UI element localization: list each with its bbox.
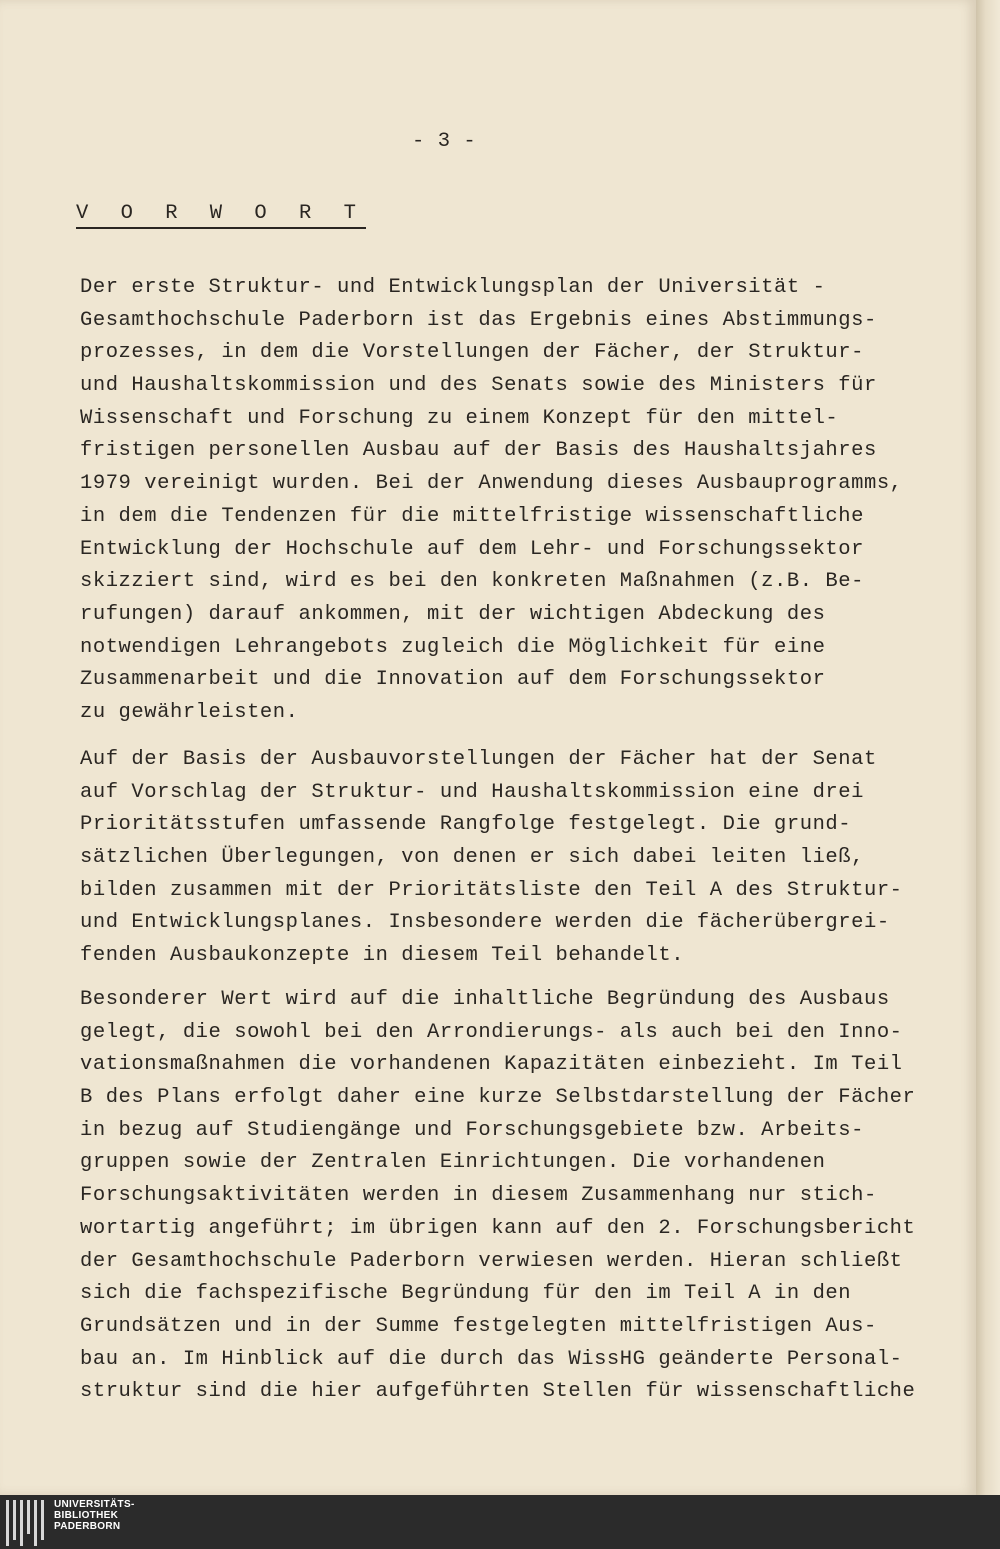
text-line: 1979 vereinigt wurden. Bei der Anwendung dieses Ausbauprogramms,	[80, 472, 903, 496]
text-line: B des Plans erfolgt daher eine kurze Selbstdarstellung der Fächer	[80, 1086, 916, 1110]
text-line: Gesamthochschule Paderborn ist das Ergebnis eines Abstimmungs-	[80, 308, 877, 332]
text-line: rufungen) darauf ankommen, mit der wichtigen Abdeckung des	[80, 602, 826, 626]
paragraph-1	[80, 272, 960, 730]
text-line: Wissenschaft und Forschung zu einem Konzept für den mittel-	[80, 406, 839, 430]
paragraph-2	[80, 744, 960, 973]
text-line: Prioritätsstufen umfassende Rangfolge festgelegt. Die grund-	[80, 813, 852, 837]
text-line: bau an. Im Hinblick auf die durch das WissHG geänderte Personal-	[80, 1347, 903, 1371]
text-line: gruppen sowie der Zentralen Einrichtungen. Die vorhandenen	[80, 1151, 826, 1175]
paragraph-3	[80, 984, 960, 1409]
text-line: Forschungsaktivitäten werden in diesem Zusammenhang nur stich-	[80, 1184, 877, 1208]
page-edge	[976, 0, 1000, 1495]
text-line: gelegt, die sowohl bei den Arrondierungs- als auch bei den Inno-	[80, 1020, 903, 1044]
text-line: Auf der Basis der Ausbauvorstellungen der Fächer hat der Senat	[80, 748, 877, 771]
text-line: sich die fachspezifische Begründung für den im Teil A in den	[80, 1282, 852, 1306]
page-number: - 3 -	[412, 130, 477, 153]
text-line: Der erste Struktur- und Entwicklungsplan der Universität -	[80, 276, 826, 299]
text-line: auf Vorschlag der Struktur- und Haushaltskommission eine drei	[80, 780, 864, 804]
text-line: skizziert sind, wird es bei den konkreten Maßnahmen (z.B. Be-	[80, 570, 864, 594]
text-line: sätzlichen Überlegungen, von denen er sich dabei leiten ließ,	[80, 846, 864, 870]
text-line: Entwicklung der Hochschule auf dem Lehr- und Forschungssektor	[80, 537, 864, 561]
text-line: struktur sind die hier aufgeführten Stellen für wissenschaftliche	[80, 1380, 916, 1404]
text-line: fenden Ausbaukonzepte in diesem Teil behandelt.	[80, 944, 685, 968]
text-line: Zusammenarbeit und die Innovation auf dem Forschungssektor	[80, 668, 826, 692]
text-line: Besonderer Wert wird auf die inhaltliche Begründung des Ausbaus	[80, 988, 890, 1011]
library-logo	[54, 1499, 214, 1532]
text-line: und Haushaltskommission und des Senats sowie des Ministers für	[80, 374, 877, 398]
text-line: in dem die Tendenzen für die mittelfristige wissenschaftliche	[80, 504, 864, 528]
text-line: prozesses, in dem die Vorstellungen der Fächer, der Struktur-	[80, 341, 864, 365]
text-line: bilden zusammen mit der Prioritätsliste den Teil A des Struktur-	[80, 878, 903, 902]
logo-line: UNIVERSITÄTS-	[54, 1499, 135, 1510]
section-heading: V O R W O R T	[76, 202, 366, 229]
logo-line: BIBLIOTHEK	[54, 1510, 119, 1521]
text-line: notwendigen Lehrangebots zugleich die Möglichkeit für eine	[80, 635, 826, 659]
logo-line: PADERBORN	[54, 1521, 121, 1532]
text-line: in bezug auf Studiengänge und Forschungsgebiete bzw. Arbeits-	[80, 1118, 864, 1142]
text-line: Grundsätzen und in der Summe festgelegten mittelfristigen Aus-	[80, 1314, 877, 1338]
text-line: vationsmaßnahmen die vorhandenen Kapazitäten einbezieht. Im Teil	[80, 1053, 903, 1077]
text-line: wortartig angeführt; im übrigen kann auf den 2. Forschungsbericht	[80, 1216, 916, 1240]
library-barcode-icon	[4, 1500, 48, 1546]
text-line: zu gewährleisten.	[80, 700, 299, 724]
text-line: der Gesamthochschule Paderborn verwiesen werden. Hieran schließt	[80, 1249, 903, 1273]
text-line: und Entwicklungsplanes. Insbesondere werden die fächerübergrei-	[80, 911, 890, 935]
text-line: fristigen personellen Ausbau auf der Basis des Haushaltsjahres	[80, 439, 877, 463]
